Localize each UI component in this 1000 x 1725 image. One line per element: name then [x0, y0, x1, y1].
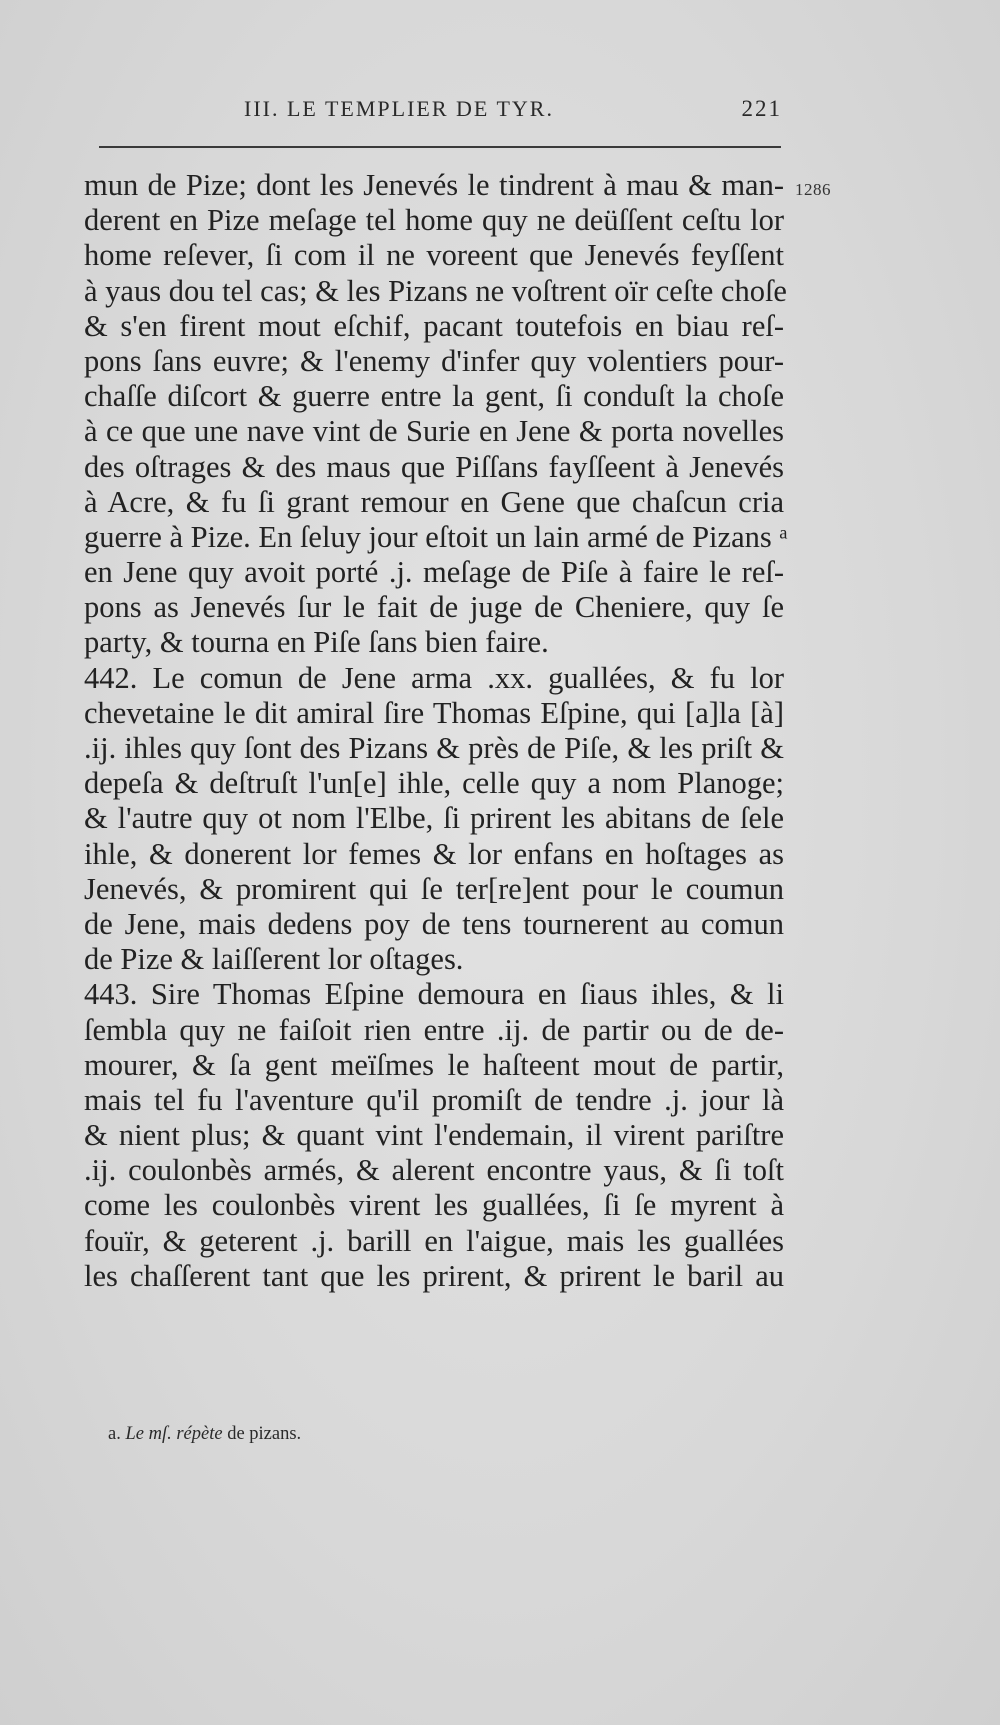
text-line: mourer, & ſa gent meïſmes le haſteent mout de partir, — [84, 1047, 784, 1082]
text-line: mun de Pize; dont les Jenevés le tindrent à mau & man- — [84, 168, 784, 202]
text-line: ſembla quy ne faiſoit rien entre .ij. de partir ou de de- — [84, 1012, 784, 1047]
text-line: & s'en firent mout eſchif, pacant toutefois en biau reſ- — [84, 308, 784, 343]
footnote-text: de pizans. — [227, 1424, 302, 1444]
body-text — [84, 168, 788, 1294]
running-head: III. LE TEMPLIER DE TYR. — [244, 96, 554, 121]
text-line: depeſa & deſtruſt l'un[e] ihle, celle quy a nom Planoge; — [84, 766, 784, 801]
text-line: .ij. coulonbès armés, & alerent encontre yaus, & ſi toſt — [84, 1153, 784, 1188]
text-line: home reſever, ſi com il ne voreent que Jenevés feyſſent — [84, 238, 784, 273]
paragraph-start-line: 442. Le comun de Jene arma .xx. guallées, & fu lor — [84, 660, 784, 695]
footnote — [108, 1424, 301, 1445]
paragraph-start-line: 443. Sire Thomas Eſpine demoura en ſiaus ihles, & li — [84, 977, 784, 1012]
text-line: fouïr, & geterent .j. barill en l'aigue, mais les guallées — [84, 1223, 784, 1258]
margin-year-note: 1286 — [795, 180, 831, 199]
footnote-marker: a. — [108, 1424, 121, 1444]
header-rule — [99, 146, 781, 148]
text-line: guerre à Pize. En ſeluy jour eſtoit un lain armé de Pizans ᵃ — [84, 519, 788, 554]
text-line: & nient plus; & quant vint l'endemain, il virent pariſtre — [84, 1118, 784, 1153]
text-line: à ce que une nave vint de Surie en Jene & porta novelles — [84, 414, 784, 449]
text-line: à yaus dou tel cas; & les Pizans ne voſtrent oïr ceſte choſe — [84, 273, 787, 308]
text-line: Jenevés, & promirent qui ſe ter[re]ent pour le coumun — [84, 871, 784, 906]
text-line: des oſtrages & des maus que Piſſans fayſſeent à Jenevés — [84, 449, 784, 484]
text-line: chaſſe diſcort & guerre entre la gent, ſi conduſt la choſe — [84, 379, 784, 414]
text-line: en Jene quy avoit porté .j. meſage de Piſe à faire le reſ- — [84, 555, 784, 590]
text-line: pons ſans euvre; & l'enemy d'infer quy volentiers pour- — [84, 343, 784, 378]
text-line: .ij. ihles quy ſont des Pizans & près de Piſe, & les priſt & — [84, 731, 784, 765]
text-line: de Pize & laiſſerent lor oſtages. — [84, 942, 464, 977]
footnote-italic-text: Le mſ. répète — [125, 1424, 223, 1444]
text-line: & l'autre quy ot nom l'Elbe, ſi prirent les abitans de ſele — [84, 801, 784, 836]
text-line: les chaſſerent tant que les prirent, & prirent le baril au — [84, 1258, 784, 1293]
text-line: come les coulonbès virent les guallées, ſi ſe myrent à — [84, 1188, 784, 1223]
text-line: chevetaine le dit amiral ſire Thomas Eſpine, qui [a]la [à] — [84, 695, 784, 730]
text-line: à Acre, & fu ſi grant remour en Gene que chaſcun cria — [84, 484, 784, 519]
text-line: pons as Jenevés ſur le fait de juge de Cheniere, quy ſe — [84, 590, 784, 625]
page-number: 221 — [741, 96, 782, 121]
text-line: derent en Pize meſage tel home quy ne deüſſent ceſtu lor — [84, 203, 784, 238]
text-line: ihle, & donerent lor femes & lor enfans en hoſtages as — [84, 836, 784, 871]
text-line: de Jene, mais dedens poy de tens tournerent au comun — [84, 906, 784, 941]
text-line: mais tel fu l'aventure qu'il promiſt de tendre .j. jour là — [84, 1082, 784, 1117]
page-header — [86, 96, 782, 140]
text-line: party, & tourna en Piſe ſans bien faire. — [84, 625, 549, 660]
